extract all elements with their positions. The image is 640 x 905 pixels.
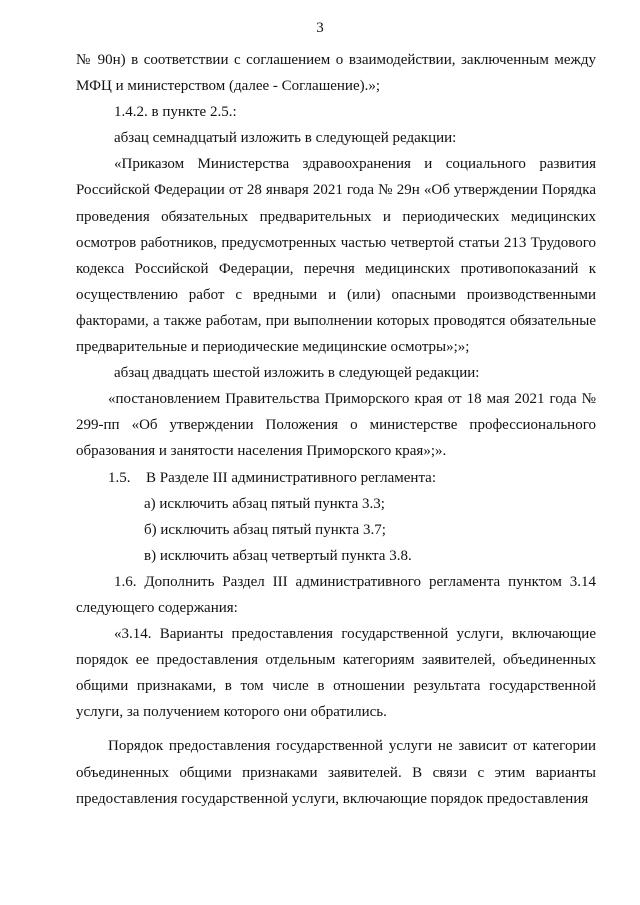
paragraph-1-4-2: 1.4.2. в пункте 2.5.: xyxy=(114,104,237,121)
section-1-5-number: 1.5. xyxy=(108,469,131,486)
paragraph-procedure: Порядок предоставления государственной услуги не зависит от категории объединенных общими признаками заявителей. В связи с этим варианты предоставления государственной услуги, включающие порядок предоставления xyxy=(76,738,596,807)
paragraph-continuation: № 90н) в соответствии с соглашением о взаимодействии, заключенным между МФЦ и министерством (далее - Соглашение).»; xyxy=(76,52,596,95)
section-1-5-text: В Разделе III административного регламента: xyxy=(146,469,437,486)
page-number: 3 xyxy=(316,20,324,36)
paragraph-order-quote: «Приказом Министерства здравоохранения и социального развития Российской Федерации от 28 января 2021 года № 29н «Об утверждении Порядка проведения обязательных предварительных и периодических медицинских осмотров работников, предусмотренных частью четвертой статьи 213 Трудового кодекса Российской Федерации, перечня медицинских противопоказаний к осуществлению работ с вредными и (или) опасными производственными факторами, а также работам, при выполнении которых проводятся обязательные предварительные и периодические медицинские осмотры»;»; xyxy=(76,156,596,356)
list-item-c: в) исключить абзац четвертый пункта 3.8. xyxy=(144,547,412,564)
paragraph-1-6: 1.6. Дополнить Раздел III административного регламента пунктом 3.14 следующего содержания: xyxy=(76,573,596,616)
document-body xyxy=(76,47,596,812)
list-item-b: б) исключить абзац пятый пункта 3.7; xyxy=(144,521,386,538)
paragraph-3-14: «3.14. Варианты предоставления государственной услуги, включающие порядок ее предоставления отдельным категориям заявителей, объединенных общими признаками, в том числе в отношении результата государственной услуги, за получением которого они обратились. xyxy=(76,626,596,721)
list-item-a: а) исключить абзац пятый пункта 3.3; xyxy=(144,495,385,512)
section-1-5 xyxy=(76,465,596,491)
paragraph-17-heading: абзац семнадцатый изложить в следующей редакции: xyxy=(114,130,457,147)
paragraph-resolution-quote: «постановлением Правительства Приморского края от 18 мая 2021 года № 299-пп «Об утверждении Положения о министерстве профессионального образования и занятости населения Приморского края»;». xyxy=(76,391,596,460)
paragraph-26-heading: абзац двадцать шестой изложить в следующей редакции: xyxy=(114,365,480,382)
